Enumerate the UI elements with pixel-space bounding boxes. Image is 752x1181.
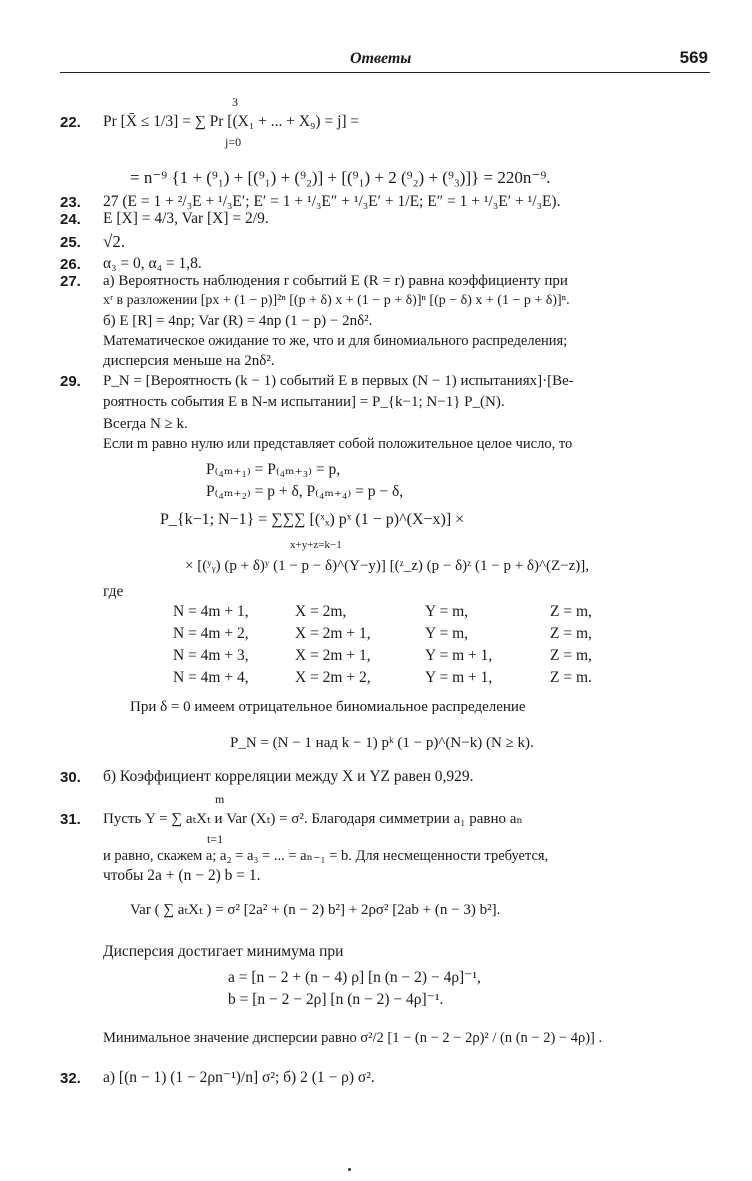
case-N: N = 4m + 1,	[173, 603, 249, 620]
page-number: 569	[679, 48, 708, 67]
sum-lower-limit: j=0	[225, 135, 242, 149]
case-N: N = 4m + 2,	[173, 625, 249, 642]
formula-line: a = [n − 2 + (n − 4) ρ] [n (n − 2) − 4ρ]⁻¹,	[228, 969, 481, 986]
formula-line: P_N = (N − 1 над k − 1) pᵏ (1 − p)^(N−k) (N ≥ k).	[230, 735, 534, 751]
answer-text: и равно, скажем a; a₂ = a₃ = ... = aₙ₋₁ = b. Для несмещенности требуется,	[103, 848, 549, 864]
case-Z: Z = m,	[550, 625, 592, 642]
case-X: X = 2m + 1,	[295, 647, 371, 664]
answer-text: α₃ = 0, α₄ = 1,8.	[103, 255, 202, 272]
answer-number-30: 30.	[60, 769, 81, 786]
sum-lower-limit: t=1	[207, 832, 224, 846]
formula-line: Pr [X̄ ≤ 1/3] = ∑ Pr [(X₁ + ... + X₉) = j] =	[103, 113, 360, 130]
answer-text: б) E [R] = 4np; Var (R) = 4np (1 − p) − 2nδ².	[103, 313, 373, 329]
answer-text: Всегда N ≥ k.	[103, 416, 188, 432]
answer-text: б) Коэффициент корреляции между X и YZ равен 0,929.	[103, 768, 474, 785]
case-Z: Z = m,	[550, 603, 592, 620]
answer-number-25: 25.	[60, 234, 81, 251]
formula-line: P_{k−1; N−1} = ∑∑∑ [(ˣₓ) pˣ (1 − p)^(X−x)] ×	[160, 511, 465, 528]
answer-number-24: 24.	[60, 211, 81, 228]
answer-text: Дисперсия достигает минимума при	[103, 943, 344, 960]
case-Y: Y = m,	[425, 625, 469, 642]
page-header	[60, 50, 710, 73]
answer-text: Математическое ожидание то же, что и для биномиального распределения;	[103, 333, 568, 349]
sum-upper-limit: 3	[232, 95, 238, 109]
answer-text: E [X] = 4/3, Var [X] = 2/9.	[103, 210, 269, 227]
answer-text: xʳ в разложении [px + (1 − p)]²ⁿ [(p + δ) x + (1 − p + δ)]ⁿ [(p − δ) x + (1 − p + δ)]ⁿ.	[103, 293, 570, 308]
case-X: X = 2m,	[295, 603, 347, 620]
answer-number-22: 22.	[60, 114, 81, 131]
formula-line: P₍₄ₘ₊₁₎ = P₍₄ₘ₊₃₎ = p,	[206, 461, 341, 478]
case-Z: Z = m,	[550, 647, 592, 664]
answer-number-27: 27.	[60, 273, 81, 290]
answer-text: а) Вероятность наблюдения r событий E (R = r) равна коэффициенту при	[103, 273, 568, 289]
answer-text: Минимальное значение дисперсии равно σ²/2 [1 − (n − 2 − 2ρ)² / (n (n − 2) − 4ρ)] .	[103, 1030, 603, 1046]
formula-line: × [(ʸᵧ) (p + δ)ʸ (1 − p − δ)^(Y−y)] [(ᶻ_z) (p − δ)ᶻ (1 − p + δ)^(Z−z)],	[185, 558, 590, 574]
answer-number-23: 23.	[60, 194, 81, 211]
answer-number-29: 29.	[60, 373, 81, 390]
formula-line: Var ( ∑ aₜXₜ ) = σ² [2a² + (n − 2) b²] + 2ρσ² [2ab + (n − 3) b²].	[130, 902, 501, 918]
answer-text: где	[103, 583, 124, 600]
formula-line: b = [n − 2 − 2ρ] [n (n − 2) − 4ρ]⁻¹.	[228, 991, 444, 1008]
answer-text: Пусть Y = ∑ aₜXₜ и Var (Xₜ) = σ². Благодаря симметрии a₁ равно aₙ	[103, 811, 523, 827]
answer-text: √2.	[103, 232, 126, 251]
answer-text: При δ = 0 имеем отрицательное биномиальное распределение	[130, 699, 526, 715]
answer-text: 27 (E = 1 + ²/₃E + ¹/₃E′; E′ = 1 + ¹/₃E″ + ¹/₃E′ + 1/E; E″ = 1 + ¹/₃E′ + ¹/₃E).	[103, 193, 561, 210]
answer-text: а) [(n − 1) (1 − 2ρn⁻¹)/n] σ²; б) 2 (1 − ρ) σ².	[103, 1069, 375, 1086]
formula-line: P₍₄ₘ₊₂₎ = p + δ, P₍₄ₘ₊₄₎ = p − δ,	[206, 483, 404, 500]
case-Y: Y = m,	[425, 603, 469, 620]
answer-text: P_N = [Вероятность (k − 1) событий E в первых (N − 1) испытаниях]·[Ве-	[103, 373, 574, 389]
stray-mark	[348, 1168, 351, 1171]
answer-text: дисперсия меньше на 2nδ².	[103, 353, 275, 369]
case-X: X = 2m + 2,	[295, 669, 371, 686]
case-Y: Y = m + 1,	[425, 647, 493, 664]
case-X: X = 2m + 1,	[295, 625, 371, 642]
case-Z: Z = m.	[550, 669, 592, 686]
case-N: N = 4m + 3,	[173, 647, 249, 664]
sum-upper-limit: m	[215, 792, 225, 806]
answer-text: чтобы 2a + (n − 2) b = 1.	[103, 867, 261, 884]
answer-text: роятность события E в N-м испытании] = P_{k−1; N−1} P_(N).	[103, 394, 505, 410]
answer-number-26: 26.	[60, 256, 81, 273]
case-N: N = 4m + 4,	[173, 669, 249, 686]
formula-line: = n⁻⁹ {1 + (⁹₁) + [(⁹₁) + (⁹₂)] + [(⁹₁) + 2 (⁹₂) + (⁹₃)]} = 220n⁻⁹.	[130, 168, 551, 187]
answer-number-31: 31.	[60, 811, 81, 828]
case-Y: Y = m + 1,	[425, 669, 493, 686]
answer-number-32: 32.	[60, 1070, 81, 1087]
running-title: Ответы	[350, 50, 412, 67]
answer-text: Если m равно нулю или представляет собой положительное целое число, то	[103, 436, 573, 452]
sum-lower-limit: x+y+z=k−1	[290, 539, 342, 551]
